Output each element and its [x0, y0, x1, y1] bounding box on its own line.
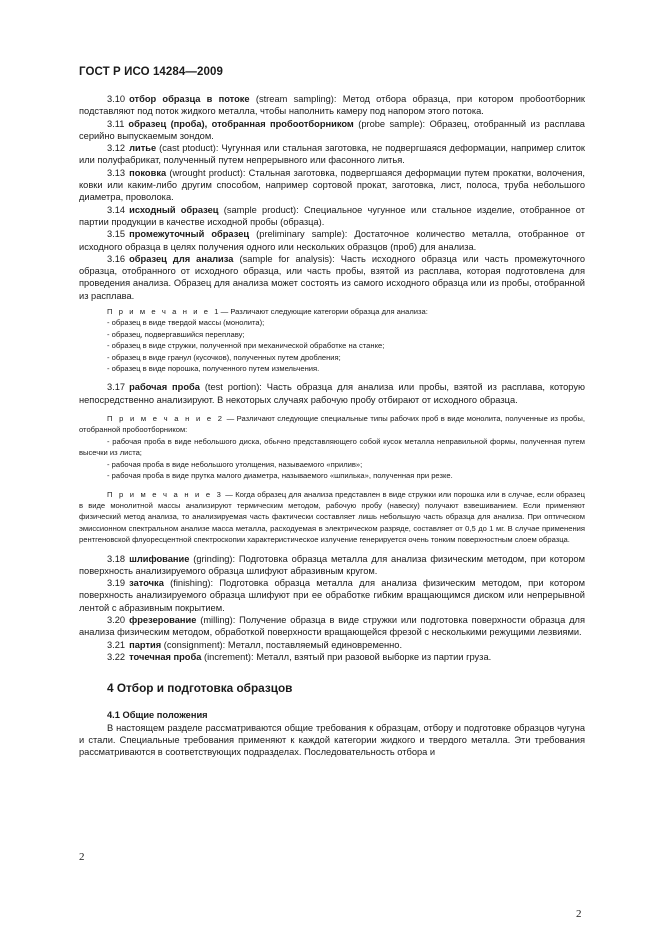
definition-3-10: 3.10 отбор образца в потоке (stream sampling): Метод отбора образца, при котором пробоотборник подставляют под поток жидкого металла, чтобы наполнить камеру под напором этого потока.	[79, 94, 585, 117]
page-number: 2	[79, 851, 85, 863]
definition-3-12: 3.12 литье (cast ptoduct): Чугунная или стальная заготовка, не подвергшаяся деформации, например слиток или полуфабрикат, полученный путем непрерывного или фасонного литья.	[79, 143, 586, 166]
page-number-secondary: 2	[576, 908, 582, 920]
main-content	[79, 93, 585, 758]
section-4-1-text: В настоящем разделе рассматриваются общие требования к образцам, отбору и подготовке образцов чугуна и стали. Специальные требования применяют к каждой категории жидкого и твердого металла. Эти требования рассматриваются в соответствующих подразделах. Последовательность отбора и	[79, 722, 585, 758]
definition-3-21: 3.21 партия (consignment): Металл, поставляемый единовременно.	[107, 639, 403, 650]
document-header: ГОСТ Р ИСО 14284—2009	[79, 66, 224, 78]
note-2-item: - рабочая проба в виде прутка малого диаметра, называемого «шпилька», полученная при резке.	[107, 471, 453, 481]
note-2-item: - рабочая проба в виде небольшого диска, обычно представляющего собой кусок металла неправильной формы, полученная путем высечки из листа;	[79, 436, 585, 458]
note-1-item: - образец в виде гранул (кусочков), полученных путем дробления;	[107, 352, 341, 362]
note-1-item: - образец, подвергавшийся переплаву;	[107, 329, 245, 339]
section-4-1-title: 4.1 Общие положения	[107, 710, 208, 721]
definition-3-22: 3.22 точечная проба (increment): Металл, взятый при разовой выборке из партии груза.	[107, 651, 492, 662]
note-1-item: - образец в виде стружки, полученной при механической обработке на станке;	[107, 341, 385, 351]
note-1-item: - образец в виде порошка, полученного путем измельчения.	[107, 364, 320, 374]
definition-3-20: 3.20 фрезерование (milling): Получение образца в виде стружки или подготовка поверхности образца для анализа физическим методом, обработкой поверхности вращающейся фрезой с несколькими режущими лезвиями.	[79, 615, 585, 638]
definition-3-11: 3.11 образец (проба), отобранная пробоотборником (probe sample): Образец, отобранный из расплава серийно выпускаемым зондом.	[79, 118, 585, 141]
note-1-item: - образец в виде твердой массы (монолита);	[107, 318, 265, 328]
definition-3-19: 3.19 заточка (finishing): Подготовка образца металла для анализа физическим методом, при котором поверхность анализируемого образца шлифуют при ее обработке гибким вращающимся диском или непрерывной лентой с абразивным покрытием.	[79, 578, 585, 613]
note-2: П р и м е ч а н и е 2 — Различают следующие специальные типы рабочих проб в виде монолита, полученные из пробы, отобранной пробоотборником:	[79, 414, 585, 435]
definition-3-16: 3.16 образец для анализа (sample for analysis): Часть исходного образца или часть промежуточного образца, отобранного от исходного образца, или часть пробы, взятой из расплава, которая подготовлена для проведения анализа. Образец для анализа может состоять из самого исходного образца или из пробы, отобранной из расплава.	[79, 253, 585, 301]
note-1: П р и м е ч а н и е 1— Различают следующие категории образца для анализа:	[107, 307, 428, 317]
definition-3-14: 3.14 исходный образец (sample product): Специальное чугунное или стальное изделие, отобранное от партии продукции в качестве исходной пробы (образца).	[79, 204, 585, 227]
definition-3-13: 3.13 поковка (wrought product): Стальная заготовка, подвергшаяся деформации путем прокатки, волочения, ковки или каким-либо другим способом, например сортовой прокат, заготовка, лист, полоса, труба небольшого диаметра, проволока.	[79, 167, 585, 203]
note-2-item: - рабочая проба в виде небольшого утолщения, называемого «прилив»;	[107, 459, 363, 469]
definition-3-15: 3.15 промежуточный образец (preliminary sample): Достаточное количество металла, отобранное от исходного образца в целях получения одного или нескольких образцов (проб) для анализа.	[79, 229, 585, 252]
note-3: П р и м е ч а н и е 3 — Когда образец для анализа представлен в виде стружки или порошка или в случае, если образец в виде монолитной массы анализируют термическим методом, рабочую пробу (навеску) получают взвешиванием. Если применяют физический метод анализа, то анализируемая часть фактически составляет лишь небольшую часть образца для анализа. При оптическом эмиссионном спектральном анализе масса металла, расходуемая в электрическом разряде, составляет от 0,5 до 1 мг. В случае применения рентгеновской флуоресцентной спектроскопии характеристическое излучение генерируется очень тонким поверхностным слоем образца.	[79, 489, 585, 545]
definition-3-17: 3.17 рабочая проба (test portion): Часть образца для анализа или пробы, взятой из расплава, которую непосредственно анализируют. В некоторых случаях рабочую пробу отбирают от исходного образца.	[79, 382, 585, 405]
definition-3-18: 3.18 шлифование (grinding): Подготовка образца металла для анализа физическим методом, при котором поверхность анализируемого образца шлифуют абразивным кругом.	[79, 553, 585, 576]
section-4-title: 4 Отбор и подготовка образцов	[107, 681, 293, 696]
